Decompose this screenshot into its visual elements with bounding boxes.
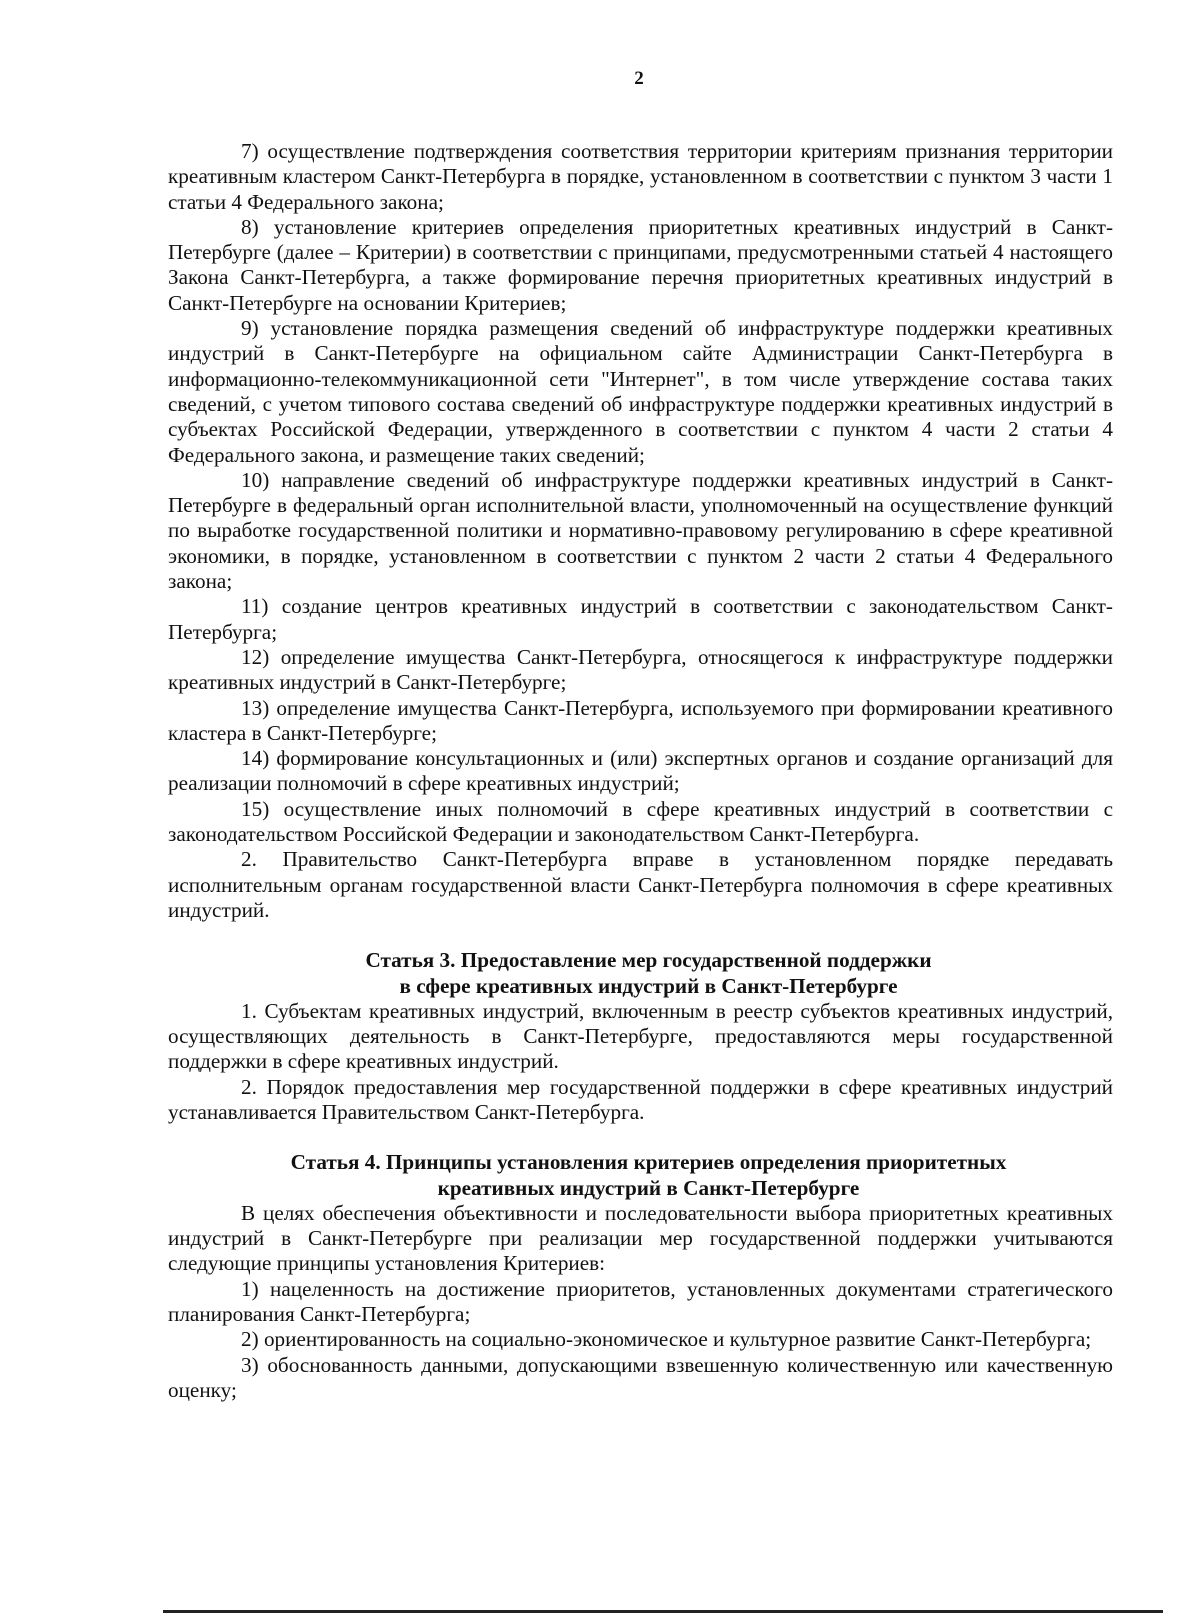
article-4-principle-3: 3) обоснованность данными, допускающими взвешенную количественную или качественную оценку; <box>168 1352 1113 1402</box>
paragraph-item-13: 13) определение имущества Санкт-Петербурга, используемого при формировании креативного кластера в Санкт-Петербурге; <box>168 695 1113 745</box>
scan-bottom-edge-line <box>163 1610 1163 1613</box>
paragraph-item-14: 14) формирование консультационных и (или) экспертных органов и создание организаций для реализации полномочий в сфере креативных индустрий; <box>168 746 1113 796</box>
article-4-heading-line-1: Статья 4. Принципы установления критериев определения приоритетных <box>290 1150 1007 1175</box>
article-3-heading-line-2: в сфере креативных индустрий в Санкт-Петербурге <box>399 973 898 998</box>
paragraph-item-7: 7) осуществление подтверждения соответствия территории критериям признания территории креативным кластером Санкт-Петербурга в порядке, установленном в соответствии с пунктом 3 части 1 статьи 4 Федерального закона; <box>168 139 1113 214</box>
article-4-heading-line-2: креативных индустрий в Санкт-Петербурге <box>437 1175 860 1200</box>
article-4-principle-1: 1) нацеленность на достижение приоритетов, установленных документами стратегического планирования Санкт-Петербурга; <box>168 1276 1113 1327</box>
article-3-paragraph-1: 1. Субъектам креативных индустрий, включенным в реестр субъектов креативных индустрий, осуществляющих деятельность в Санкт-Петербурге, предоставляются меры государственной поддержки в сфере креативных индустрий. <box>168 998 1113 1074</box>
paragraph-item-15: 15) осуществление иных полномочий в сфере креативных индустрий в соответствии с законодательством Российской Федерации и законодательством Санкт-Петербурга. <box>168 796 1113 847</box>
paragraph-item-10: 10) направление сведений об инфраструктуре поддержки креативных индустрий в Санкт-Петербурге в федеральный орган исполнительной власти, уполномоченный на осуществление функций по выработке государственной политики и нормативно-правовому регулированию в сфере креативной экономики, в порядке, установленном в соответствии с пунктом 2 части 2 статьи 4 Федерального закона; <box>168 467 1113 594</box>
document-body <box>168 139 1113 1403</box>
article-4-principle-2: 2) ориентированность на социально-экономическое и культурное развитие Санкт-Петербурга; <box>241 1327 1092 1352</box>
paragraph-part-2: 2. Правительство Санкт-Петербурга вправе в установленном порядке передавать исполнительным органам государственной власти Санкт-Петербурга полномочия в сфере креативных индустрий. <box>168 847 1113 922</box>
page-number: 2 <box>634 68 644 89</box>
article-4-intro: В целях обеспечения объективности и последовательности выбора приоритетных креативных индустрий в Санкт-Петербурге при реализации мер государственной поддержки учитываются следующие принципы установления Критериев: <box>168 1200 1113 1276</box>
article-3-heading <box>168 948 1113 999</box>
paragraph-item-12: 12) определение имущества Санкт-Петербурга, относящегося к инфраструктуре поддержки креативных индустрий в Санкт-Петербурге; <box>168 644 1113 695</box>
article-4-heading <box>168 1150 1113 1201</box>
paragraph-item-8: 8) установление критериев определения приоритетных креативных индустрий в Санкт-Петербурге (далее – Критерии) в соответствии с принципами, предусмотренными статьей 4 настоящего Закона Санкт-Петербурга, а также формирование перечня приоритетных креативных индустрий в Санкт-Петербурге на основании Критериев; <box>168 214 1113 315</box>
paragraph-item-9: 9) установление порядка размещения сведений об инфраструктуре поддержки креативных индустрий в Санкт-Петербурге на официальном сайте Администрации Санкт-Петербурга в информационно-телекоммуникационной сети "Интернет", в том числе утверждение состава таких сведений, с учетом типового состава сведений об инфраструктуре поддержки креативных индустрий в субъектах Российской Федерации, утвержденного в соответствии с пунктом 4 части 2 статьи 4 Федерального закона, и размещение таких сведений; <box>168 316 1113 467</box>
article-3-heading-line-1: Статья 3. Предоставление мер государственной поддержки <box>365 948 932 973</box>
article-3-paragraph-2: 2. Порядок предоставления мер государственной поддержки в сфере креативных индустрий устанавливается Правительством Санкт-Петербурга. <box>168 1074 1113 1124</box>
paragraph-item-11: 11) создание центров креативных индустрий в соответствии с законодательством Санкт-Петербурга; <box>168 594 1113 644</box>
